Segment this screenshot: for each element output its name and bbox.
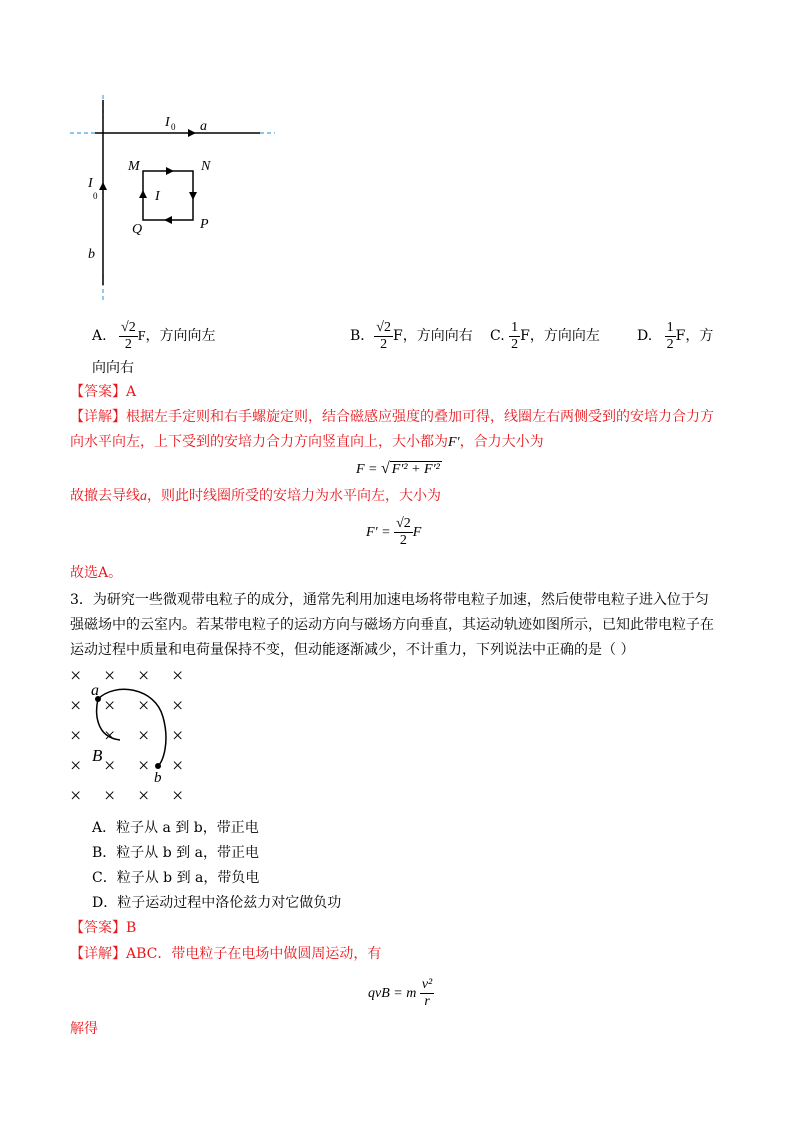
loop-arrow-down-icon	[189, 192, 197, 200]
cross-icon: ×	[104, 725, 116, 747]
cross-icon: ×	[70, 725, 82, 747]
q3-answer: 【答案】B	[70, 920, 137, 936]
cross-icon: ×	[138, 755, 150, 777]
fig-label-b: b	[154, 770, 162, 786]
point-b	[155, 763, 161, 769]
label-b: b	[88, 247, 95, 262]
opt-d-continued: 向向右	[92, 360, 134, 376]
label-q: Q	[132, 222, 143, 237]
equation-f-sum: F = √ F′² + F′²	[356, 460, 440, 477]
opt-b[interactable]: B． $\frac{√2}{2}$ F，方向向右	[350, 319, 473, 352]
cross-icon: ×	[104, 695, 116, 717]
q3-stem-line2: 强磁场中的云室内。若某带电粒子的运动方向与磁场方向垂直，其运动轨迹如图所示，已知此带电粒子在	[70, 617, 714, 633]
cross-icon: ×	[138, 725, 150, 747]
equation-f-prime: F′ = $\frac{√2}{2}$ F	[366, 516, 422, 549]
opt-c-frac: $\frac{1}{2}$	[511, 319, 519, 352]
q3-detail: 【详解】ABC．带电粒子在电场中做圆周运动，有	[70, 946, 382, 962]
cross-icon: ×	[172, 695, 184, 717]
opt-d[interactable]: D. $\frac{1}{2}$ F，方	[637, 319, 714, 352]
q3-opt-b[interactable]: B．粒子从 b 到 a，带正电	[92, 845, 259, 861]
cross-icon: ×	[70, 785, 82, 807]
label-i0-top: I	[165, 115, 170, 130]
label-i0-left: I	[88, 176, 93, 191]
loop-arrow-left-icon	[164, 216, 172, 224]
q3-opt-d[interactable]: D．粒子运动过程中洛伦兹力对它做负功	[92, 895, 342, 911]
q3-solve: 解得	[70, 1021, 98, 1037]
q2-detail-line1: 【详解】根据左手定则和右手螺旋定则，结合磁感应强度的叠加可得，线圈左右两侧受到的安培力合力方	[70, 409, 714, 425]
arrow-up-icon	[99, 182, 107, 190]
q3-opt-a[interactable]: A．粒子从 a 到 b，带正电	[92, 820, 259, 836]
loop-arrow-right-icon	[166, 167, 174, 175]
q3-stem-line1: 3．为研究一些微观带电粒子的成分，通常先利用加速电场将带电粒子加速，然后使带电粒子进入位于匀	[70, 592, 709, 608]
opt-a[interactable]: A. $\frac{√2}{2}$ F，方向向左	[92, 319, 216, 352]
cross-icon: ×	[172, 725, 184, 747]
cross-icon: ×	[138, 785, 150, 807]
label-n: N	[201, 159, 211, 174]
cross-icon: ×	[104, 755, 116, 777]
opt-b-frac: $\frac{√2}{2}$	[376, 319, 391, 352]
opt-c[interactable]: C. $\frac{1}{2}$ F，方向向左	[490, 319, 600, 352]
label-a: a	[200, 119, 207, 134]
label-i: I	[155, 189, 160, 204]
cross-icon: ×	[138, 665, 150, 687]
arrow-right-icon	[188, 129, 196, 137]
cross-icon: ×	[104, 785, 116, 807]
q2-answer: 【答案】A	[70, 384, 137, 400]
opt-a-frac: $\frac{√2}{2}$	[121, 319, 136, 352]
wire-loop-figure	[60, 90, 290, 305]
loop-arrow-up-icon	[139, 190, 147, 198]
q2-detail-line2: 向水平向左，上下受到的安培力合力方向竖直向上，大小都为F′，合力大小为	[70, 434, 544, 450]
cross-icon: ×	[172, 785, 184, 807]
cross-icon: ×	[70, 755, 82, 777]
cross-icon: ×	[172, 665, 184, 687]
label-i0-left-sub: 0	[93, 191, 98, 201]
cross-icon: ×	[70, 695, 82, 717]
q2-conclusion: 故选A。	[70, 565, 123, 581]
label-p: P	[200, 217, 209, 232]
label-m: M	[128, 159, 140, 174]
label-i0-top-sub: 0	[171, 122, 176, 132]
q2-detail-line3: 故撤去导线a，则此时线圈所受的安培力为水平向左，大小为	[70, 488, 441, 504]
fig-label-a: a	[91, 682, 99, 699]
cross-icon: ×	[172, 755, 184, 777]
opt-d-frac: $\frac{1}{2}$	[666, 319, 674, 352]
q3-stem-line3: 运动过程中质量和电荷量保持不变，但动能逐渐减少，不计重力，下列说法中正确的是（ ）	[70, 642, 635, 658]
loop-mnpq	[143, 171, 193, 220]
cross-icon: ×	[138, 695, 150, 717]
q3-opt-c[interactable]: C．粒子从 b 到 a，带负电	[92, 870, 260, 886]
cross-icon: ×	[70, 665, 82, 687]
cloud-chamber-figure	[65, 662, 200, 810]
fig-label-B: B	[92, 746, 103, 765]
equation-qvb: qvB = m $\frac{\text{v²}}{r}$	[368, 977, 433, 1010]
cross-icon: ×	[104, 665, 116, 687]
